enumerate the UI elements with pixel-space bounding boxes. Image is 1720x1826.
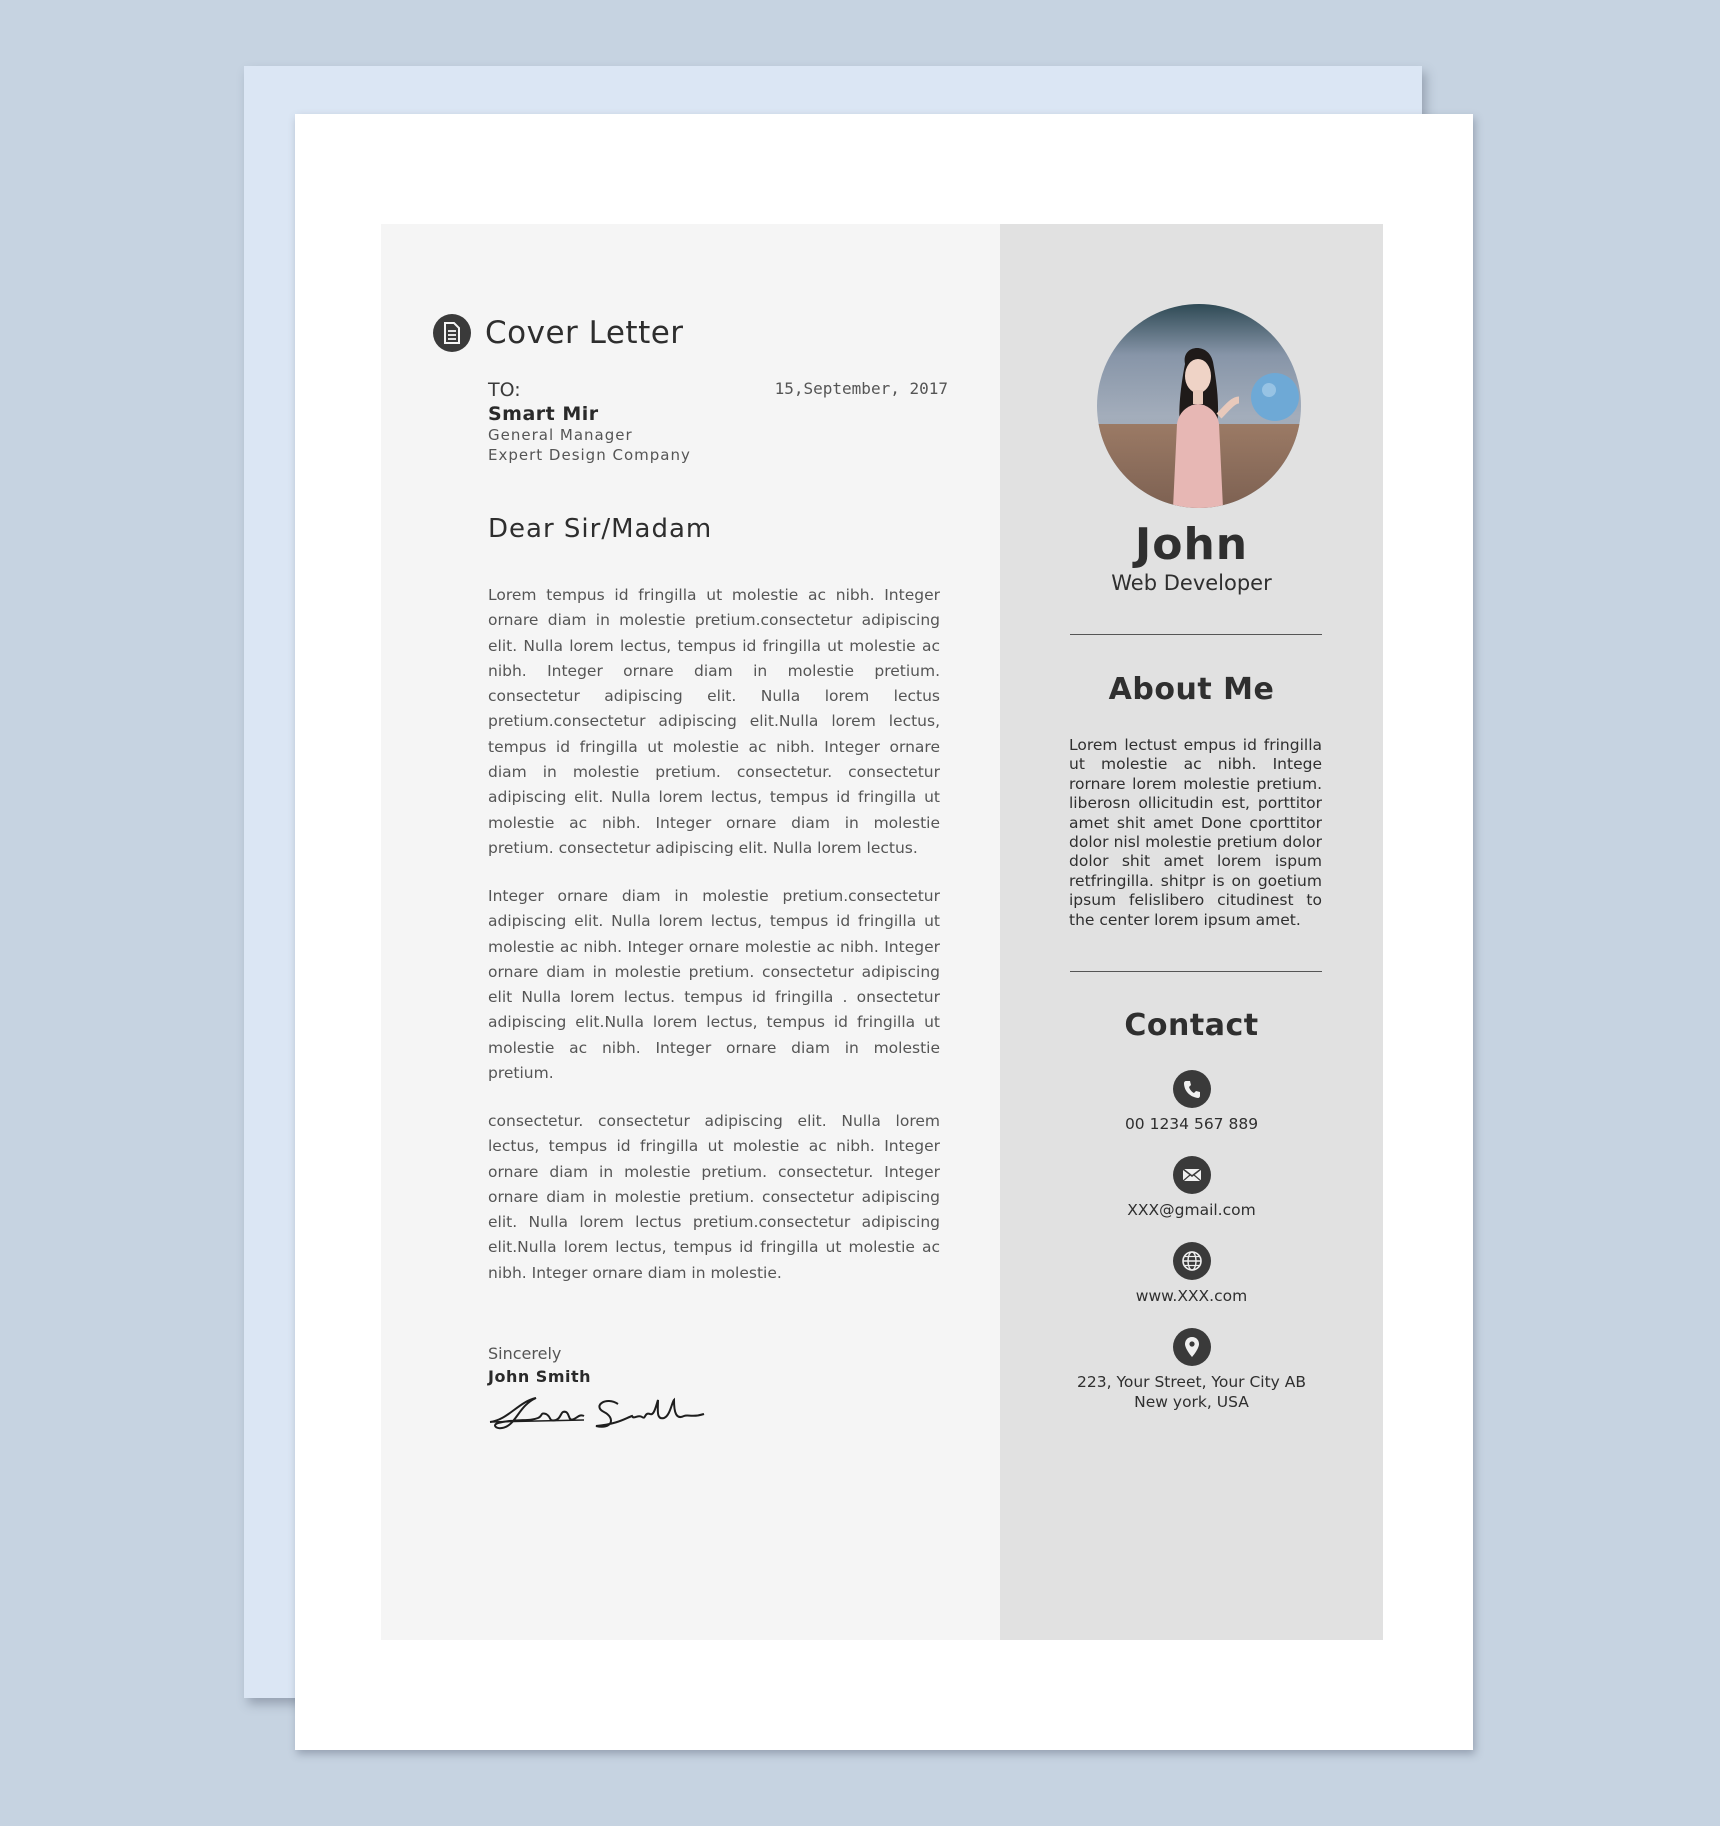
mail-icon [1173,1156,1211,1194]
contact-email [1000,1156,1383,1220]
recipient-company: Expert Design Company [488,446,691,464]
website-url: www.XXX.com [1135,1287,1248,1305]
contact-website [1000,1242,1383,1306]
to-label: TO: [488,379,521,401]
closing-word: Sincerely [488,1344,562,1363]
cover-letter-document [381,224,1383,1640]
about-text: Lorem lectust empus id fringilla ut molestie ac nibh. Intege rornare lorem molestie pretium. liberosn ollicitudin est, porttitor amet shit amet Done cporttitor dolor nisl molestie pretium dolor dolor shit amet lorem ispum retfringilla. shitpr is on goetium ipsum felislibero citudinest to the center lorem ipsum amet. [1069,736,1322,929]
about-heading: About Me [1108,672,1275,707]
contact-phone [1000,1070,1383,1134]
document-icon [433,314,471,352]
profile-photo [1097,304,1301,508]
title-row [433,314,684,352]
address-line-1: 223, Your Street, Your City AB [1077,1373,1306,1391]
handwritten-signature [488,1392,708,1432]
recipient-position: General Manager [488,426,633,444]
recipient-block [488,379,948,465]
phone-icon [1173,1070,1211,1108]
closing-block [488,1344,708,1432]
profile-sidebar [1000,224,1383,1640]
page-title: Cover Letter [485,315,684,351]
letter-paragraph: Lorem tempus id fringilla ut molestie ac nibh. Integer ornare diam in molestie pretium.consectetur adipiscing elit. Nulla lorem lectus, tempus id fringilla ut molestie ac nibh. Integer ornare diam in molestie pretium. consectetur adipiscing elit. Nulla lorem lectus pretium.consectetur adipiscing elit.Nulla lorem lectus, tempus id fringilla ut molestie ac nibh. Integer ornare diam in molestie pretium. consectetur. consectetur adipiscing elit. Nulla lorem lectus, tempus id fringilla ut molestie ac nibh. Integer ornare diam in molestie pretium. consectetur adipiscing elit. Nulla lorem lectus. [488,586,940,857]
letter-paragraph: consectetur. consectetur adipiscing elit. Nulla lorem lectus, tempus id fringilla ut molestie ac nibh. Integer ornare diam in molestie pretium. consectetur. Integer ornare diam in molestie pretium. consectetur adipiscing elit. Nulla lorem lectus pretium.consectetur adipiscing elit.Nulla lorem lectus, tempus id fringilla ut molestie ac nibh. Integer ornare diam in molestie. [488,1112,940,1282]
signer-name: John Smith [488,1367,592,1386]
phone-number: 00 1234 567 889 [1124,1115,1259,1133]
section-divider [1070,634,1322,635]
letter-column [381,224,1000,1640]
profile-role: Web Developer [1111,571,1272,595]
contact-heading: Contact [1124,1008,1259,1043]
address-line-2: New york, USA [1134,1393,1249,1411]
email-address: XXX@gmail.com [1127,1201,1256,1219]
letter-date: 15,September, 2017 [774,379,948,398]
contact-address [1000,1328,1383,1412]
letter-paragraph: Integer ornare diam in molestie pretium.consectetur adipiscing elit. Nulla lorem lectus, tempus id fringilla ut molestie ac nibh. Integer ornare molestie ac nibh. Integer ornare diam in molestie pretium. consectetur adipiscing elit Nulla lorem lectus. tempus id fringilla . onsectetur adipiscing elit.Nulla lorem lectus, tempus id fringilla ut molestie ac nibh. Integer ornare diam in molestie pretium. [488,887,940,1083]
recipient-name: Smart Mir [488,403,599,425]
salutation: Dear Sir/Madam [488,514,713,544]
location-pin-icon [1173,1328,1211,1366]
globe-icon [1173,1242,1211,1280]
profile-name: John [1134,519,1249,570]
section-divider [1070,971,1322,972]
